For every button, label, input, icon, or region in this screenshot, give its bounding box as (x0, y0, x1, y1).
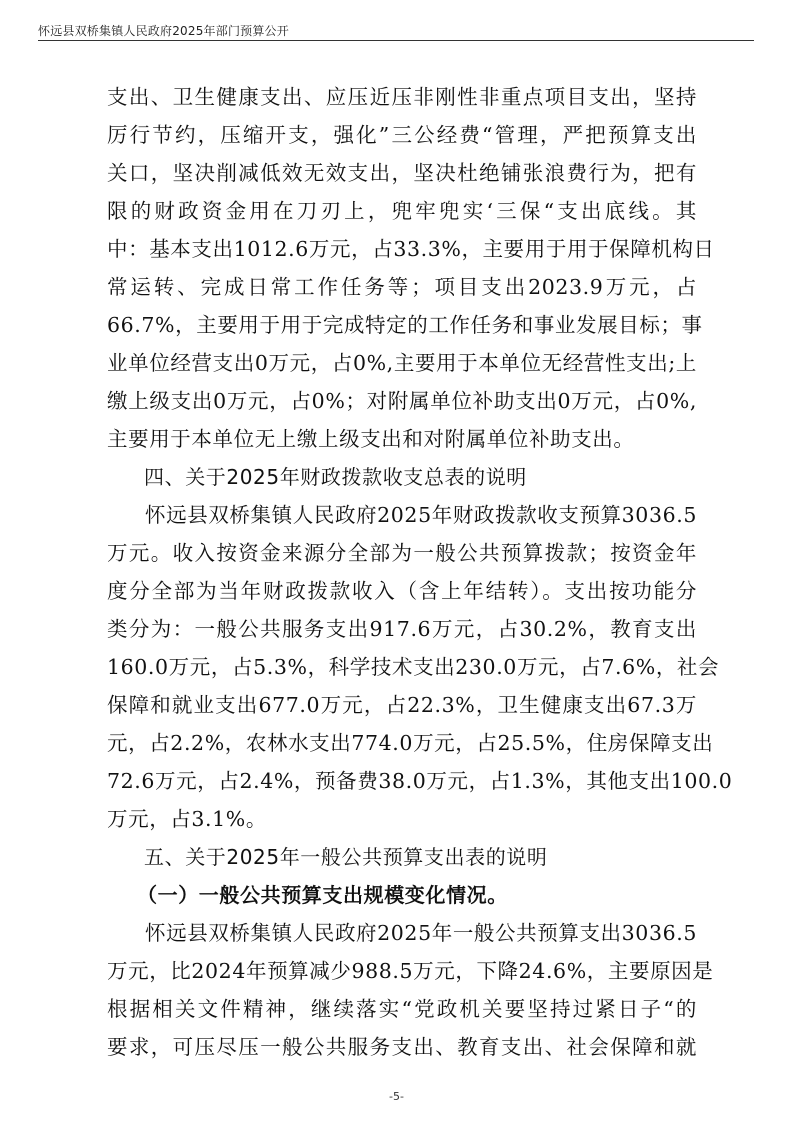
paragraph-line: 厉行节约，压缩开支，强化”三公经费“管理，严把预算支出 (107, 123, 697, 147)
paragraph-line: 常运转、完成日常工作任务等；项目支出2023.9万元，占 (107, 275, 697, 299)
document-body (107, 78, 733, 1066)
paragraph-line: 关口，坚决削减低效无效支出，坚决杜绝铺张浪费行为，把有 (107, 161, 697, 185)
paragraph-line: 中：基本支出1012.6万元，占33.3%，主要用于用于保障机构日 (107, 237, 715, 261)
paragraph-line: 要求，可压尽压一般公共服务支出、教育支出、社会保障和就 (107, 1035, 697, 1059)
paragraph-line: 缴上级支出0万元，占0%；对附属单位补助支出0万元，占0%, (107, 389, 697, 413)
header-divider (38, 40, 754, 41)
paragraph-line: 主要用于本单位无上缴上级支出和对附属单位补助支出。 (107, 427, 635, 451)
paragraph-line: 业单位经营支出0万元，占0%,主要用于本单位无经营性支出;上 (107, 351, 697, 375)
paragraph-line: 72.6万元，占2.4%，预备费38.0万元，占1.3%，其他支出100.0 (107, 769, 733, 793)
paragraph-line: 度分全部为当年财政拨款收入（含上年结转）。支出按功能分 (107, 579, 697, 603)
paragraph-line: 限的财政资金用在刀刃上，兜牢兜实‘三保“支出底线。其 (107, 199, 697, 223)
section-heading-4: 四、关于2025年财政拨款收支总表的说明 (144, 465, 527, 489)
paragraph-line: 怀远县双桥集镇人民政府2025年财政拨款收支预算3036.5 (145, 503, 697, 527)
paragraph-line: 元，占2.2%，农林水支出774.0万元，占25.5%，住房保障支出 (107, 731, 714, 755)
paragraph-line: 根据相关文件精神，继续落实“党政机关要坚持过紧日子“的 (107, 997, 697, 1021)
paragraph-line: 怀远县双桥集镇人民政府2025年一般公共预算支出3036.5 (145, 921, 697, 945)
page-number: -5- (389, 1090, 404, 1103)
paragraph-line: 160.0万元，占5.3%，科学技术支出230.0万元，占7.6%，社会 (107, 655, 720, 679)
section-heading-5: 五、关于2025年一般公共预算支出表的说明 (144, 845, 548, 869)
paragraph-line: 支出、卫生健康支出、应压近压非刚性非重点项目支出，坚持 (107, 85, 697, 109)
paragraph-line: 保障和就业支出677.0万元，占22.3%，卫生健康支出67.3万 (107, 693, 697, 717)
paragraph-line: 66.7%，主要用于用于完成特定的工作任务和事业发展目标；事 (107, 313, 703, 337)
subsection-heading-1: （一）一般公共预算支出规模变化情况。 (137, 883, 508, 907)
document-header-title: 怀远县双桥集镇人民政府2025年部门预算公开 (38, 24, 289, 38)
paragraph-line: 万元，占3.1%。 (107, 807, 267, 831)
paragraph-line: 类分为：一般公共服务支出917.6万元，占30.2%，教育支出 (107, 617, 697, 641)
paragraph-line: 万元，比2024年预算减少988.5万元，下降24.6%，主要原因是 (107, 959, 714, 983)
paragraph-line: 万元。收入按资金来源分全部为一般公共预算拨款；按资金年 (107, 541, 697, 565)
